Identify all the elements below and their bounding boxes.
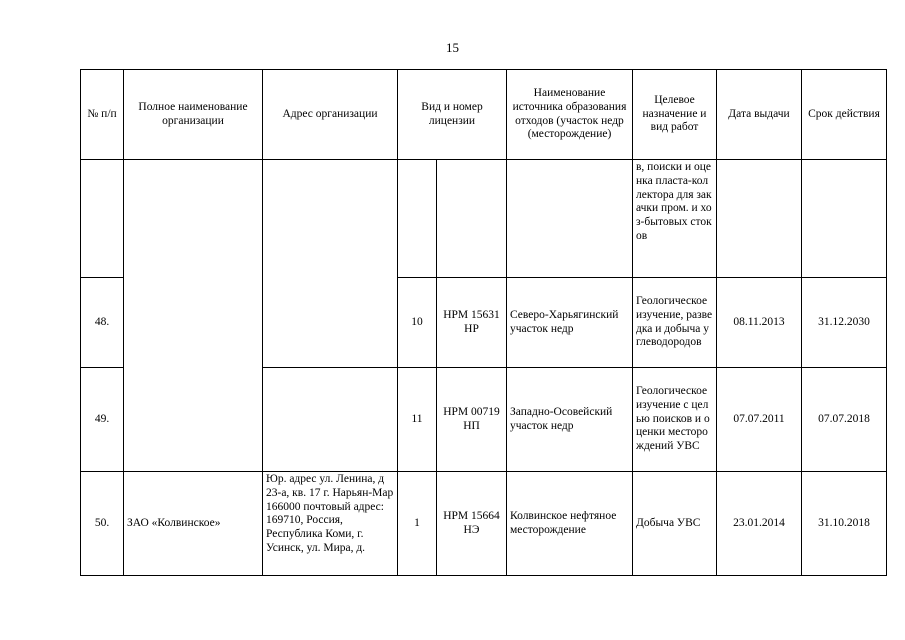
cell-purpose: Геологическое изучение, разведка и добыча углеводородов [633, 278, 717, 368]
cell-validity: 31.12.2030 [802, 278, 887, 368]
license-table [80, 69, 887, 576]
page-number: 15 [446, 40, 459, 55]
cell-purpose: Добыча УВС [633, 472, 717, 576]
cell-lic-type: 1 [398, 472, 437, 576]
cell-num: 50. [81, 472, 124, 576]
cell-lic-type: 10 [398, 278, 437, 368]
cell-purpose: Геологическое изучение с целью поисков и оценки месторождений УВС [633, 368, 717, 472]
header-row [81, 70, 887, 160]
cell-issue-date: 23.01.2014 [717, 472, 802, 576]
cell-num [81, 160, 124, 278]
cell-lic-type: 11 [398, 368, 437, 472]
header-source: Наименование источника образования отходов (участок недр (месторождение) [507, 70, 633, 160]
cell-source: Колвинское нефтяное месторождение [507, 472, 633, 576]
cell-num: 48. [81, 278, 124, 368]
cell-source: Западно-Осовейский участок недр [507, 368, 633, 472]
cell-lic-no: НРМ 15631 НР [437, 278, 507, 368]
header-address: Адрес организации [263, 70, 398, 160]
header-license: Вид и номер лицензии [398, 70, 507, 160]
cell-validity: 31.10.2018 [802, 472, 887, 576]
cell-lic-type [398, 160, 437, 278]
header-num: № п/п [81, 70, 124, 160]
header-issue-date: Дата выдачи [717, 70, 802, 160]
cell-address [263, 368, 398, 472]
cell-address: Юр. адрес ул. Ленина, д 23-а, кв. 17 г. Нарьян-Мар 166000 почтовый адрес: 169710, Россия, Республика Коми, г. Усинск, ул. Мира, д. [263, 472, 398, 576]
header-org-name: Полное наименование организации [124, 70, 263, 160]
cell-lic-no: НРМ 00719 НП [437, 368, 507, 472]
cell-issue-date [717, 160, 802, 278]
cell-lic-no [437, 160, 507, 278]
cell-source: Северо-Харьягинский участок недр [507, 278, 633, 368]
cell-purpose: в, поиски и оценка пласта-коллектора для закачки пром. и хоз-бытовых стоков [633, 160, 717, 278]
cell-num: 49. [81, 368, 124, 472]
header-purpose: Целевое назначение и вид работ [633, 70, 717, 160]
table-row [81, 472, 887, 576]
table-row [81, 160, 887, 278]
cell-issue-date: 07.07.2011 [717, 368, 802, 472]
cell-issue-date: 08.11.2013 [717, 278, 802, 368]
cell-source [507, 160, 633, 278]
cell-org: ЗАО «Колвинское» [124, 472, 263, 576]
cell-lic-no: НРМ 15664 НЭ [437, 472, 507, 576]
cell-validity [802, 160, 887, 278]
header-validity: Срок действия [802, 70, 887, 160]
cell-validity: 07.07.2018 [802, 368, 887, 472]
cell-org [124, 160, 263, 472]
cell-address [263, 160, 398, 368]
